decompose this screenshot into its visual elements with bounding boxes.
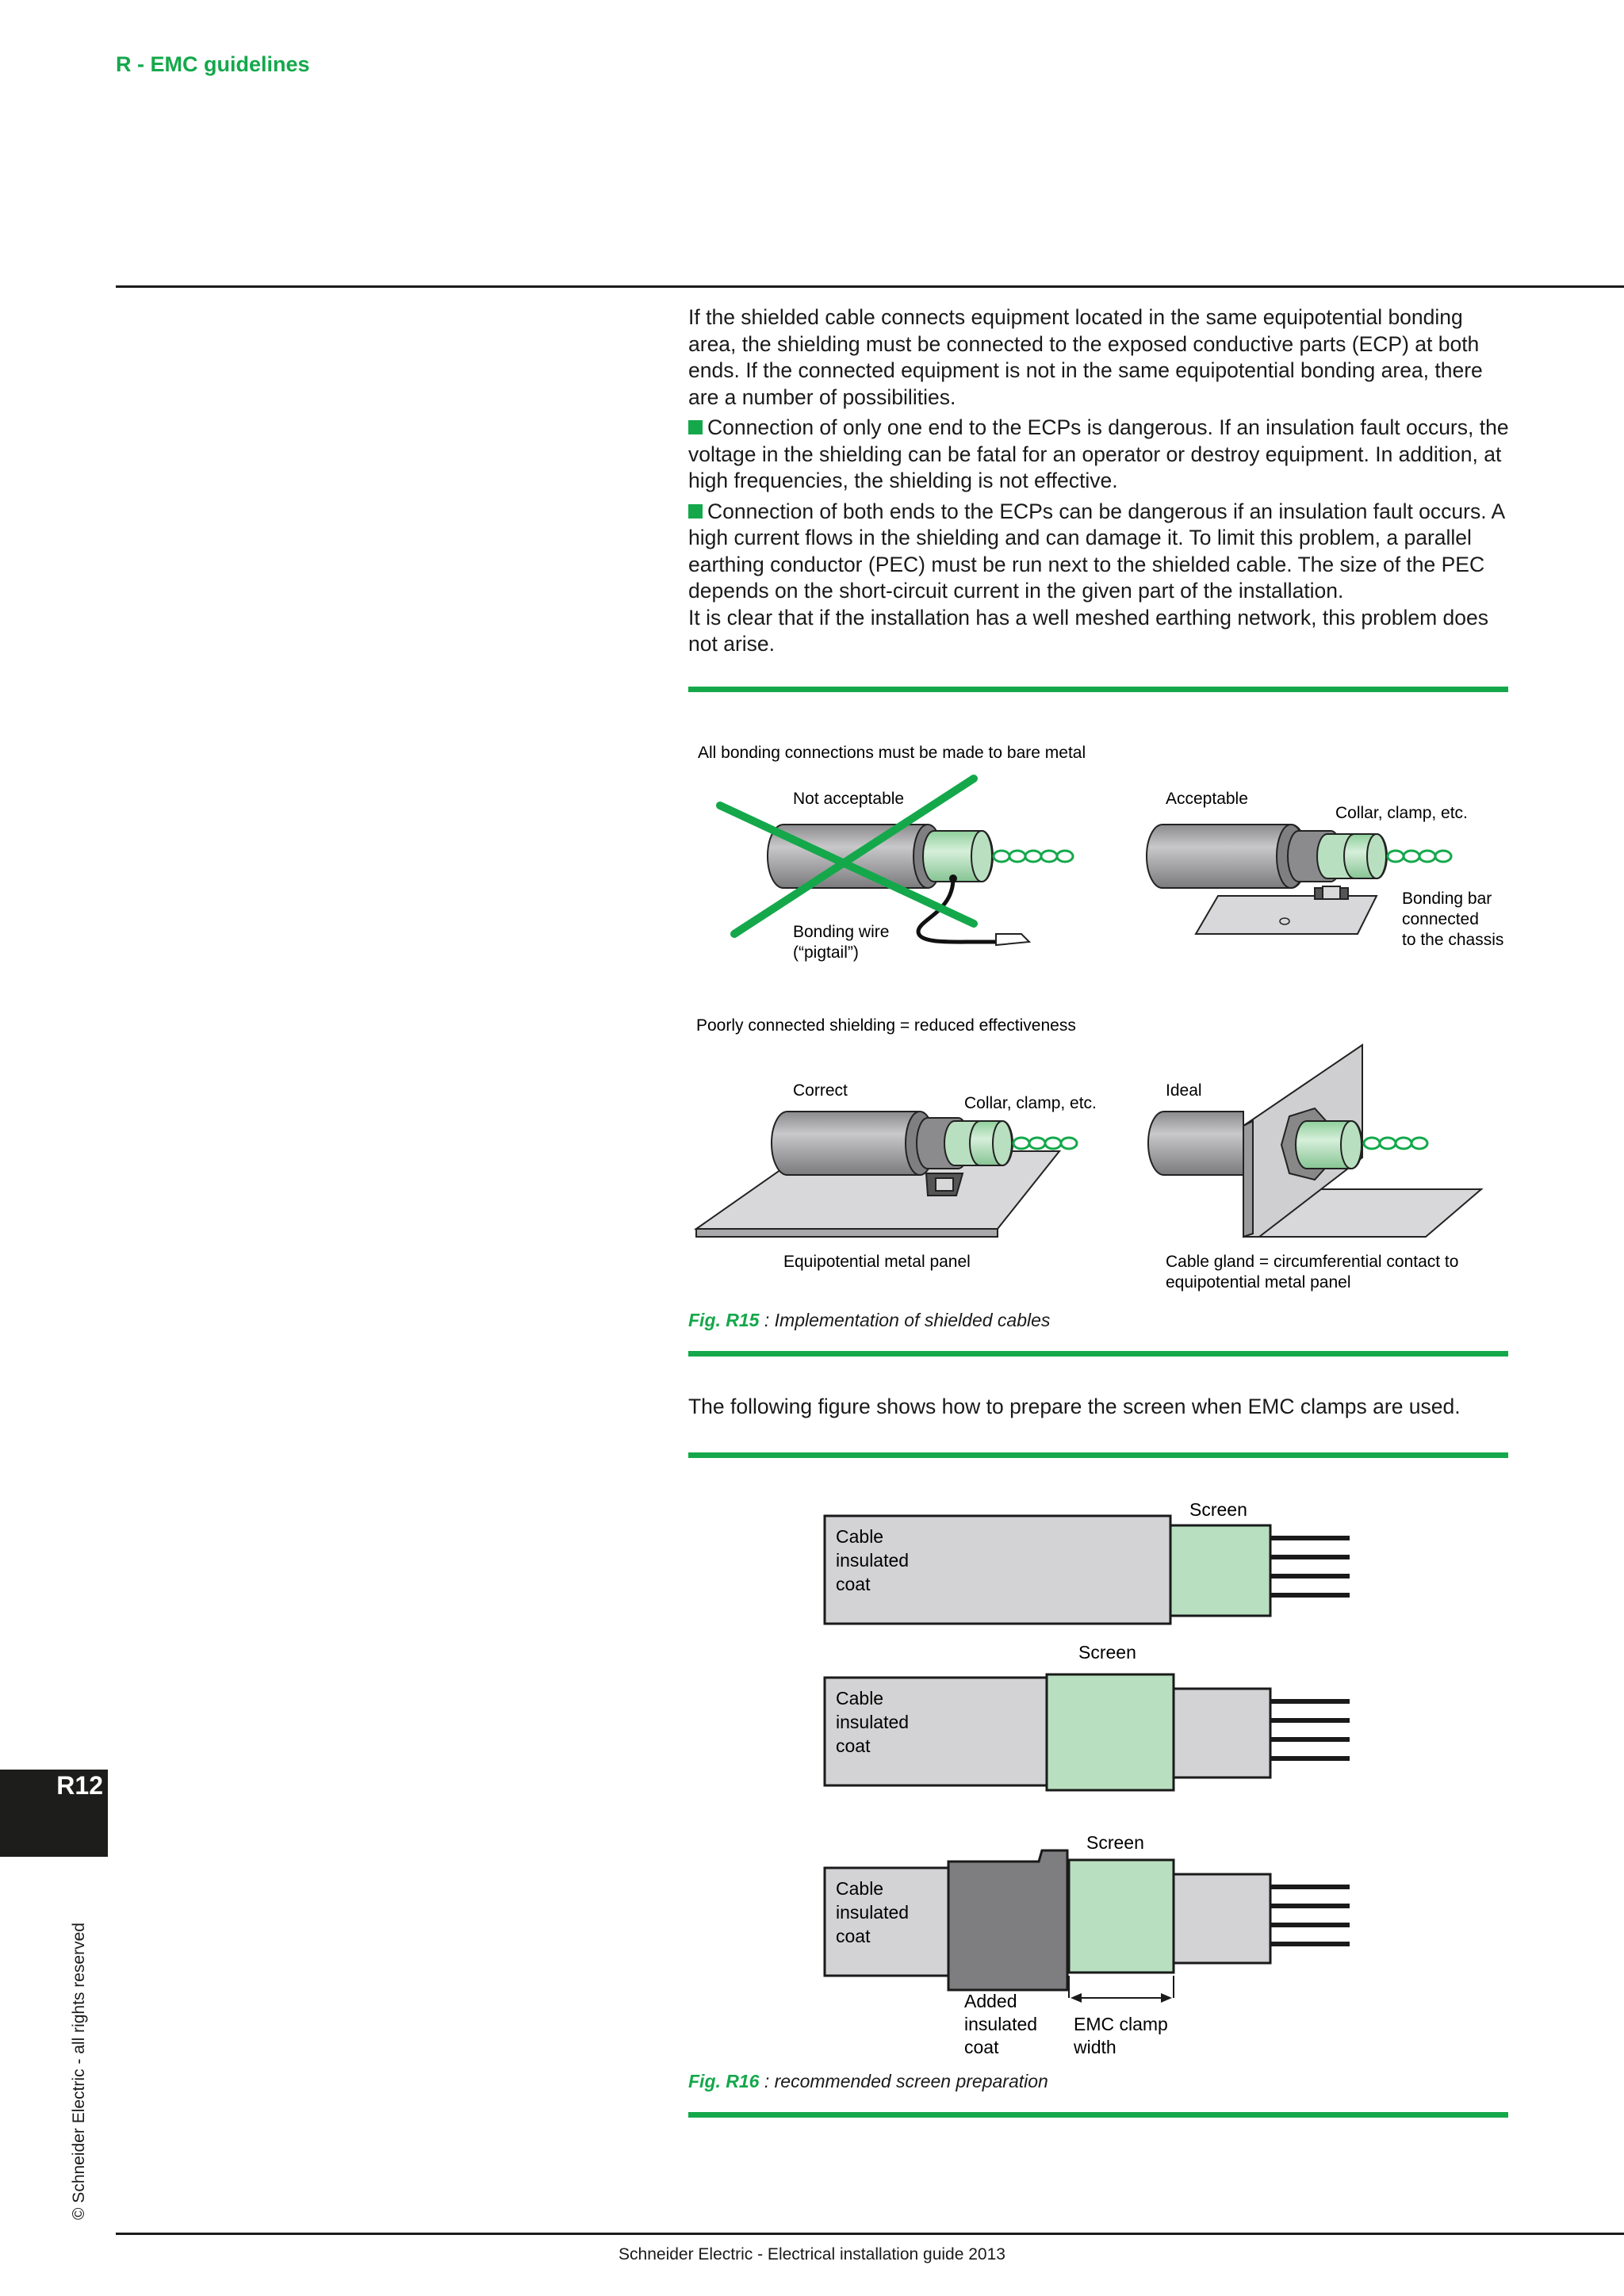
label-screen-1: Screen xyxy=(1189,1499,1247,1520)
figure-r15-top-rule xyxy=(688,687,1508,692)
header-rule xyxy=(116,285,1624,288)
label-bonding-bar: Bonding bar xyxy=(1402,890,1492,908)
body-text xyxy=(688,304,1513,662)
label-bonding-wire: Bonding wire xyxy=(793,923,890,941)
copyright-notice: © Schneider Electric - all rights reserved xyxy=(70,1923,88,2220)
footer-text: Schneider Electric - Electrical installation guide 2013 xyxy=(619,2245,1005,2263)
label-added-1: Added xyxy=(964,1991,1017,2011)
label-connected: connected xyxy=(1402,910,1479,928)
bullet-1-text: Connection of only one end to the ECPs is dangerous. If an insulation fault occurs, the voltage in the shielding can be fatal for an operator or destroy equipment. In addition, at high frequencies, the shielding is not effective. xyxy=(688,415,1509,492)
figure-r16 xyxy=(817,1490,1372,2061)
screen-prep-step-3 xyxy=(825,1832,1350,2057)
label-cable-2a: Cable xyxy=(836,1688,884,1709)
screen-prep-step-2 xyxy=(825,1642,1350,1790)
label-added-2: insulated xyxy=(964,2014,1038,2034)
figure-r15-caption xyxy=(688,1310,1050,1331)
r15-heading-2: Poorly connected shielding = reduced effectiveness xyxy=(696,1016,1076,1035)
figure-r15 xyxy=(688,729,1513,1300)
label-cable-gland-2: equipotential metal panel xyxy=(1166,1273,1351,1292)
screen-prep-step-1 xyxy=(825,1499,1350,1624)
label-screen-3: Screen xyxy=(1086,1832,1144,1853)
section-header: R - EMC guidelines xyxy=(116,52,310,76)
label-screen-2: Screen xyxy=(1078,1642,1136,1663)
paragraph-1: If the shielded cable connects equipment located in the same equipotential bonding area, the shielding must be connected to the exposed conductive parts (ECP) at both ends. If the connected equipment is not in the same equipotential bonding area, there are a number of possibilities. xyxy=(688,305,1483,409)
label-correct: Correct xyxy=(793,1081,848,1100)
label-equipotential-panel: Equipotential metal panel xyxy=(783,1253,971,1271)
label-cable-gland-1: Cable gland = circumferential contact to xyxy=(1166,1253,1459,1271)
bullet-square-icon xyxy=(688,504,703,519)
label-pigtail: (“pigtail”) xyxy=(793,943,859,962)
page-tab: R12 xyxy=(0,1770,108,1857)
label-cable-2b: insulated xyxy=(836,1712,910,1732)
label-ideal: Ideal xyxy=(1166,1081,1202,1100)
caption-r15-number: Fig. R15 xyxy=(688,1310,760,1330)
label-cable-1b: insulated xyxy=(836,1550,910,1571)
label-clamp-width: width xyxy=(1074,2037,1116,2057)
label-cable-3a: Cable xyxy=(836,1878,884,1899)
caption-r16-text: : recommended screen preparation xyxy=(759,2071,1048,2091)
label-cable-1c: coat xyxy=(836,1574,871,1594)
figure-r16-bottom-rule xyxy=(688,2112,1508,2118)
bullet-square-icon xyxy=(688,420,703,434)
label-collar-clamp-2: Collar, clamp, etc. xyxy=(964,1094,1097,1112)
ideal-drawing xyxy=(1148,1045,1481,1292)
bullet-item-1 xyxy=(688,415,1513,495)
label-not-acceptable: Not acceptable xyxy=(793,790,905,808)
bullet-2-text: Connection of both ends to the ECPs can be dangerous if an insulation fault occurs. A high current flows in the shielding and can damage it. To limit this problem, a parallel earthing conductor (PEC) must be run next to the shielded cable. The size of the PEC depends on the short-circuit current in the given part of the installation. xyxy=(688,499,1504,603)
label-cable-3b: insulated xyxy=(836,1902,910,1923)
label-added-3: coat xyxy=(964,2037,999,2057)
label-collar-clamp-1: Collar, clamp, etc. xyxy=(1335,804,1468,822)
r15-heading-1: All bonding connections must be made to bare metal xyxy=(698,744,1086,762)
label-cable-2c: coat xyxy=(836,1735,871,1756)
paragraph-2: It is clear that if the installation has a well meshed earthing network, this problem does not arise. xyxy=(688,605,1488,656)
label-to-the-chassis: to the chassis xyxy=(1402,931,1504,949)
caption-r16-number: Fig. R16 xyxy=(688,2071,760,2091)
bullet-item-2 xyxy=(688,499,1513,605)
label-cable-1a: Cable xyxy=(836,1526,884,1547)
not-acceptable-drawing xyxy=(720,779,1073,962)
figure-r16-caption xyxy=(688,2071,1048,2092)
label-emc-clamp: EMC clamp xyxy=(1074,2014,1168,2034)
figure-r16-top-rule xyxy=(688,1452,1508,1458)
footer-rule xyxy=(116,2233,1624,2235)
paragraph-3: The following figure shows how to prepare the screen when EMC clamps are used. xyxy=(688,1395,1461,1418)
correct-drawing xyxy=(696,1081,1097,1271)
label-acceptable: Acceptable xyxy=(1166,790,1248,808)
label-cable-3c: coat xyxy=(836,1926,871,1946)
caption-r15-text: : Implementation of shielded cables xyxy=(759,1310,1051,1330)
figure-r15-bottom-rule xyxy=(688,1351,1508,1357)
acceptable-drawing xyxy=(1147,790,1503,949)
